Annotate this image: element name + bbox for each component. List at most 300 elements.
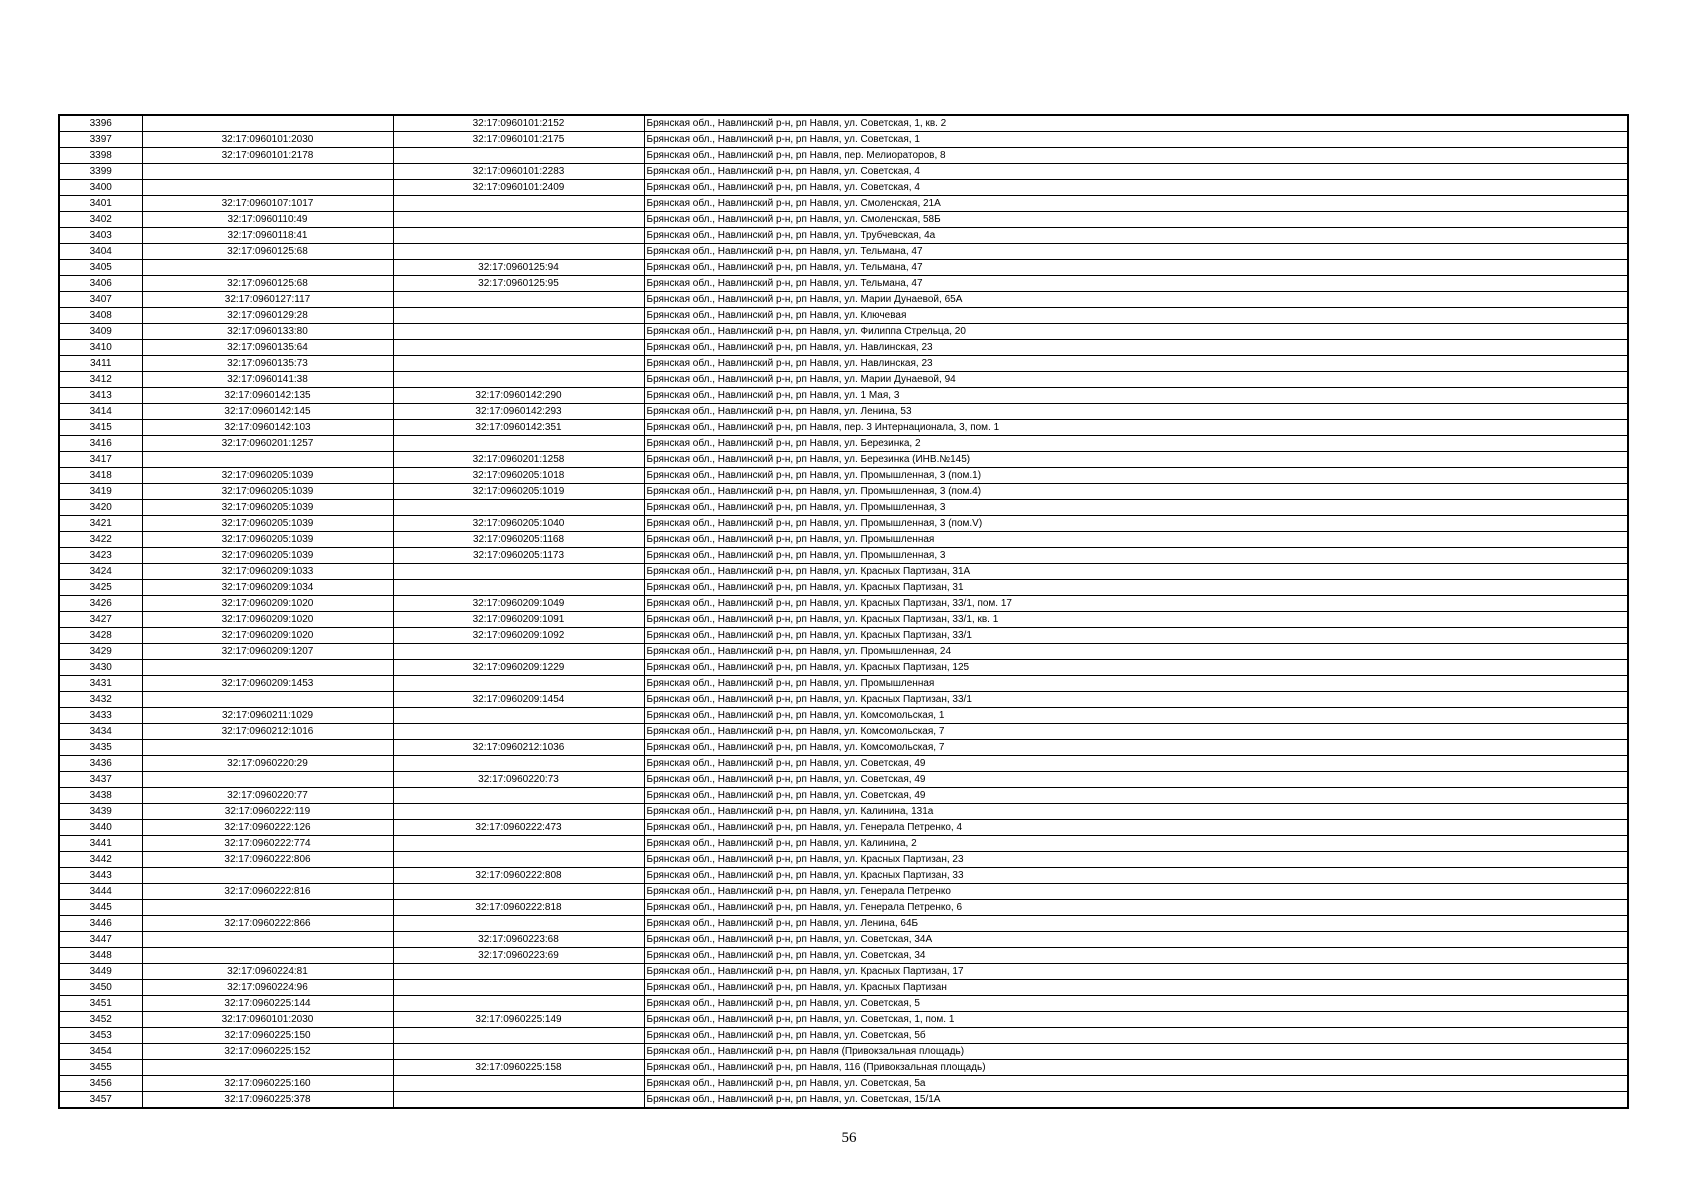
address-cell: Брянская обл., Навлинский р-н, рп Навля, ул. Комсомольская, 1 [644, 708, 1628, 724]
address-cell: Брянская обл., Навлинский р-н, рп Навля, ул. Генерала Петренко [644, 884, 1628, 900]
object-cadastral-number-cell [393, 340, 644, 356]
address-cell: Брянская обл., Навлинский р-н, рп Навля, ул. Марии Дунаевой, 65А [644, 292, 1628, 308]
table-row [59, 692, 1628, 708]
row-number-cell: 3411 [59, 356, 142, 372]
cadastral-number-cell: 32:17:0960222:119 [142, 804, 393, 820]
table-row [59, 148, 1628, 164]
cadastral-number-cell: 32:17:0960201:1257 [142, 436, 393, 452]
address-cell: Брянская обл., Навлинский р-н, рп Навля, ул. Навлинская, 23 [644, 340, 1628, 356]
object-cadastral-number-cell: 32:17:0960142:293 [393, 404, 644, 420]
page-number: 56 [841, 1130, 857, 1146]
cadastral-number-cell: 32:17:0960220:77 [142, 788, 393, 804]
address-cell: Брянская обл., Навлинский р-н, рп Навля, ул. Советская, 1 [644, 132, 1628, 148]
address-cell: Брянская обл., Навлинский р-н, рп Навля, ул. Промышленная, 3 [644, 548, 1628, 564]
table-row [59, 1076, 1628, 1092]
table-row [59, 804, 1628, 820]
table-row [59, 628, 1628, 644]
cadastral-number-cell: 32:17:0960135:64 [142, 340, 393, 356]
object-cadastral-number-cell [393, 1044, 644, 1060]
row-number-cell: 3432 [59, 692, 142, 708]
object-cadastral-number-cell [393, 212, 644, 228]
address-cell: Брянская обл., Навлинский р-н, рп Навля, ул. Советская, 4 [644, 180, 1628, 196]
cadastral-number-cell [142, 1060, 393, 1076]
cadastral-number-cell [142, 180, 393, 196]
table-row [59, 548, 1628, 564]
address-cell: Брянская обл., Навлинский р-н, рп Навля, ул. Красных Партизан, 33/1, кв. 1 [644, 612, 1628, 628]
object-cadastral-number-cell: 32:17:0960209:1091 [393, 612, 644, 628]
cadastral-number-cell: 32:17:0960141:38 [142, 372, 393, 388]
object-cadastral-number-cell: 32:17:0960101:2409 [393, 180, 644, 196]
row-number-cell: 3399 [59, 164, 142, 180]
address-cell: Брянская обл., Навлинский р-н, рп Навля, ул. Советская, 49 [644, 756, 1628, 772]
table-row [59, 788, 1628, 804]
row-number-cell: 3417 [59, 452, 142, 468]
table-row [59, 1092, 1628, 1109]
row-number-cell: 3455 [59, 1060, 142, 1076]
object-cadastral-number-cell [393, 788, 644, 804]
row-number-cell: 3435 [59, 740, 142, 756]
cadastral-number-cell: 32:17:0960209:1453 [142, 676, 393, 692]
address-cell: Брянская обл., Навлинский р-н, рп Навля, ул. Тельмана, 47 [644, 244, 1628, 260]
table-row [59, 964, 1628, 980]
table-row [59, 676, 1628, 692]
address-cell: Брянская обл., Навлинский р-н, рп Навля (Привокзальная площадь) [644, 1044, 1628, 1060]
address-cell: Брянская обл., Навлинский р-н, рп Навля, ул. Смоленская, 58Б [644, 212, 1628, 228]
address-cell: Брянская обл., Навлинский р-н, рп Навля, ул. Комсомольская, 7 [644, 724, 1628, 740]
address-cell: Брянская обл., Навлинский р-н, рп Навля, ул. Тельмана, 47 [644, 276, 1628, 292]
table-row [59, 132, 1628, 148]
address-cell: Брянская обл., Навлинский р-н, рп Навля, ул. Промышленная, 3 (пом.4) [644, 484, 1628, 500]
table-row [59, 340, 1628, 356]
row-number-cell: 3415 [59, 420, 142, 436]
row-number-cell: 3453 [59, 1028, 142, 1044]
cadastral-number-cell: 32:17:0960101:2030 [142, 1012, 393, 1028]
cadastral-number-cell: 32:17:0960209:1034 [142, 580, 393, 596]
address-cell: Брянская обл., Навлинский р-н, рп Навля, ул. Комсомольская, 7 [644, 740, 1628, 756]
object-cadastral-number-cell [393, 836, 644, 852]
cadastral-number-cell: 32:17:0960222:126 [142, 820, 393, 836]
cadastral-number-cell: 32:17:0960135:73 [142, 356, 393, 372]
cadastral-number-cell: 32:17:0960142:103 [142, 420, 393, 436]
table-row [59, 180, 1628, 196]
table-row [59, 420, 1628, 436]
object-cadastral-number-cell [393, 1076, 644, 1092]
table-row [59, 612, 1628, 628]
address-cell: Брянская обл., Навлинский р-н, рп Навля, ул. Калинина, 131а [644, 804, 1628, 820]
object-cadastral-number-cell: 32:17:0960125:95 [393, 276, 644, 292]
table-row [59, 900, 1628, 916]
object-cadastral-number-cell [393, 996, 644, 1012]
row-number-cell: 3448 [59, 948, 142, 964]
object-cadastral-number-cell [393, 724, 644, 740]
row-number-cell: 3408 [59, 308, 142, 324]
object-cadastral-number-cell: 32:17:0960209:1454 [393, 692, 644, 708]
cadastral-number-cell: 32:17:0960225:160 [142, 1076, 393, 1092]
object-cadastral-number-cell: 32:17:0960101:2152 [393, 115, 644, 132]
cadastral-number-cell: 32:17:0960205:1039 [142, 548, 393, 564]
object-cadastral-number-cell [393, 708, 644, 724]
cadastral-number-cell [142, 868, 393, 884]
table-row [59, 468, 1628, 484]
object-cadastral-number-cell [393, 1028, 644, 1044]
row-number-cell: 3422 [59, 532, 142, 548]
object-cadastral-number-cell [393, 436, 644, 452]
row-number-cell: 3429 [59, 644, 142, 660]
table-row [59, 404, 1628, 420]
row-number-cell: 3433 [59, 708, 142, 724]
row-number-cell: 3439 [59, 804, 142, 820]
cadastral-number-cell: 32:17:0960142:135 [142, 388, 393, 404]
address-cell: Брянская обл., Навлинский р-н, рп Навля, ул. Красных Партизан, 23 [644, 852, 1628, 868]
object-cadastral-number-cell: 32:17:0960222:473 [393, 820, 644, 836]
table-row [59, 516, 1628, 532]
row-number-cell: 3447 [59, 932, 142, 948]
cadastral-number-cell [142, 660, 393, 676]
cadastral-number-cell: 32:17:0960225:378 [142, 1092, 393, 1109]
address-cell: Брянская обл., Навлинский р-н, рп Навля, ул. Советская, 34 [644, 948, 1628, 964]
cadastral-number-cell: 32:17:0960225:152 [142, 1044, 393, 1060]
cadastral-number-cell: 32:17:0960129:28 [142, 308, 393, 324]
object-cadastral-number-cell [393, 292, 644, 308]
address-cell: Брянская обл., Навлинский р-н, рп Навля, ул. Березинка (ИНВ.№145) [644, 452, 1628, 468]
row-number-cell: 3451 [59, 996, 142, 1012]
address-cell: Брянская обл., Навлинский р-н, рп Навля, ул. Советская, 5б [644, 1028, 1628, 1044]
address-cell: Брянская обл., Навлинский р-н, рп Навля, ул. Красных Партизан, 33/1 [644, 628, 1628, 644]
object-cadastral-number-cell [393, 244, 644, 260]
cadastral-number-cell: 32:17:0960225:144 [142, 996, 393, 1012]
table-row [59, 436, 1628, 452]
row-number-cell: 3443 [59, 868, 142, 884]
table-row [59, 164, 1628, 180]
address-cell: Брянская обл., Навлинский р-н, рп Навля, ул. Красных Партизан [644, 980, 1628, 996]
object-cadastral-number-cell [393, 228, 644, 244]
address-cell: Брянская обл., Навлинский р-н, рп Навля, ул. Промышленная, 3 (пом.1) [644, 468, 1628, 484]
table-row [59, 756, 1628, 772]
cadastral-number-cell: 32:17:0960209:1020 [142, 628, 393, 644]
object-cadastral-number-cell [393, 676, 644, 692]
cadastral-number-cell: 32:17:0960205:1039 [142, 468, 393, 484]
address-cell: Брянская обл., Навлинский р-н, рп Навля, пер. Мелиораторов, 8 [644, 148, 1628, 164]
address-cell: Брянская обл., Навлинский р-н, рп Навля, ул. Красных Партизан, 125 [644, 660, 1628, 676]
row-number-cell: 3421 [59, 516, 142, 532]
address-cell: Брянская обл., Навлинский р-н, рп Навля, ул. Березинка, 2 [644, 436, 1628, 452]
address-cell: Брянская обл., Навлинский р-н, рп Навля, ул. Красных Партизан, 33 [644, 868, 1628, 884]
object-cadastral-number-cell: 32:17:0960225:158 [393, 1060, 644, 1076]
row-number-cell: 3450 [59, 980, 142, 996]
row-number-cell: 3406 [59, 276, 142, 292]
row-number-cell: 3419 [59, 484, 142, 500]
row-number-cell: 3398 [59, 148, 142, 164]
row-number-cell: 3414 [59, 404, 142, 420]
property-table-body [59, 115, 1628, 1108]
table-row [59, 452, 1628, 468]
object-cadastral-number-cell: 32:17:0960142:351 [393, 420, 644, 436]
row-number-cell: 3420 [59, 500, 142, 516]
cadastral-number-cell: 32:17:0960205:1039 [142, 500, 393, 516]
row-number-cell: 3457 [59, 1092, 142, 1109]
row-number-cell: 3454 [59, 1044, 142, 1060]
address-cell: Брянская обл., Навлинский р-н, рп Навля, ул. Советская, 1, кв. 2 [644, 115, 1628, 132]
row-number-cell: 3404 [59, 244, 142, 260]
cadastral-number-cell: 32:17:0960142:145 [142, 404, 393, 420]
table-row [59, 1060, 1628, 1076]
object-cadastral-number-cell [393, 196, 644, 212]
address-cell: Брянская обл., Навлинский р-н, рп Навля, ул. Калинина, 2 [644, 836, 1628, 852]
object-cadastral-number-cell: 32:17:0960101:2175 [393, 132, 644, 148]
row-number-cell: 3446 [59, 916, 142, 932]
cadastral-number-cell: 32:17:0960212:1016 [142, 724, 393, 740]
object-cadastral-number-cell [393, 308, 644, 324]
row-number-cell: 3402 [59, 212, 142, 228]
row-number-cell: 3400 [59, 180, 142, 196]
table-row [59, 292, 1628, 308]
property-table [58, 114, 1629, 1109]
row-number-cell: 3410 [59, 340, 142, 356]
object-cadastral-number-cell [393, 564, 644, 580]
cadastral-number-cell: 32:17:0960222:806 [142, 852, 393, 868]
cadastral-number-cell: 32:17:0960205:1039 [142, 484, 393, 500]
address-cell: Брянская обл., Навлинский р-н, рп Навля, ул. Трубчевская, 4а [644, 228, 1628, 244]
cadastral-number-cell [142, 260, 393, 276]
row-number-cell: 3396 [59, 115, 142, 132]
object-cadastral-number-cell: 32:17:0960142:290 [393, 388, 644, 404]
object-cadastral-number-cell: 32:17:0960125:94 [393, 260, 644, 276]
cadastral-number-cell: 32:17:0960133:80 [142, 324, 393, 340]
cadastral-number-cell: 32:17:0960125:68 [142, 276, 393, 292]
cadastral-number-cell: 32:17:0960222:866 [142, 916, 393, 932]
row-number-cell: 3445 [59, 900, 142, 916]
table-row [59, 308, 1628, 324]
cadastral-number-cell: 32:17:0960107:1017 [142, 196, 393, 212]
table-row [59, 660, 1628, 676]
row-number-cell: 3436 [59, 756, 142, 772]
table-row [59, 484, 1628, 500]
row-number-cell: 3425 [59, 580, 142, 596]
object-cadastral-number-cell: 32:17:0960205:1168 [393, 532, 644, 548]
object-cadastral-number-cell: 32:17:0960205:1040 [393, 516, 644, 532]
address-cell: Брянская обл., Навлинский р-н, рп Навля, ул. Промышленная [644, 532, 1628, 548]
address-cell: Брянская обл., Навлинский р-н, рп Навля, ул. Ключевая [644, 308, 1628, 324]
row-number-cell: 3444 [59, 884, 142, 900]
table-row [59, 532, 1628, 548]
table-row [59, 372, 1628, 388]
object-cadastral-number-cell [393, 500, 644, 516]
row-number-cell: 3416 [59, 436, 142, 452]
address-cell: Брянская обл., Навлинский р-н, рп Навля, ул. Ленина, 53 [644, 404, 1628, 420]
cadastral-number-cell: 32:17:0960225:150 [142, 1028, 393, 1044]
row-number-cell: 3449 [59, 964, 142, 980]
address-cell: Брянская обл., Навлинский р-н, рп Навля, ул. Промышленная [644, 676, 1628, 692]
table-row [59, 244, 1628, 260]
cadastral-number-cell [142, 900, 393, 916]
table-row [59, 980, 1628, 996]
row-number-cell: 3427 [59, 612, 142, 628]
object-cadastral-number-cell [393, 804, 644, 820]
object-cadastral-number-cell: 32:17:0960223:69 [393, 948, 644, 964]
row-number-cell: 3405 [59, 260, 142, 276]
cadastral-number-cell: 32:17:0960211:1029 [142, 708, 393, 724]
table-row [59, 356, 1628, 372]
cadastral-number-cell: 32:17:0960224:96 [142, 980, 393, 996]
table-row [59, 276, 1628, 292]
object-cadastral-number-cell: 32:17:0960201:1258 [393, 452, 644, 468]
table-row [59, 228, 1628, 244]
object-cadastral-number-cell: 32:17:0960209:1092 [393, 628, 644, 644]
cadastral-number-cell [142, 115, 393, 132]
table-row [59, 644, 1628, 660]
object-cadastral-number-cell: 32:17:0960209:1229 [393, 660, 644, 676]
address-cell: Брянская обл., Навлинский р-н, рп Навля, пер. 3 Интернационала, 3, пом. 1 [644, 420, 1628, 436]
cadastral-number-cell: 32:17:0960209:1033 [142, 564, 393, 580]
address-cell: Брянская обл., Навлинский р-н, рп Навля, ул. Красных Партизан, 33/1, пом. 17 [644, 596, 1628, 612]
object-cadastral-number-cell [393, 580, 644, 596]
table-row [59, 868, 1628, 884]
row-number-cell: 3428 [59, 628, 142, 644]
table-row [59, 836, 1628, 852]
cadastral-number-cell: 32:17:0960209:1207 [142, 644, 393, 660]
address-cell: Брянская обл., Навлинский р-н, рп Навля, ул. Промышленная, 3 [644, 500, 1628, 516]
cadastral-number-cell: 32:17:0960101:2030 [142, 132, 393, 148]
row-number-cell: 3407 [59, 292, 142, 308]
object-cadastral-number-cell [393, 964, 644, 980]
table-row [59, 932, 1628, 948]
row-number-cell: 3430 [59, 660, 142, 676]
address-cell: Брянская обл., Навлинский р-н, рп Навля, ул. Советская, 4 [644, 164, 1628, 180]
table-row [59, 388, 1628, 404]
object-cadastral-number-cell: 32:17:0960222:818 [393, 900, 644, 916]
table-row [59, 212, 1628, 228]
object-cadastral-number-cell [393, 980, 644, 996]
address-cell: Брянская обл., Навлинский р-н, рп Навля, ул. Советская, 34А [644, 932, 1628, 948]
address-cell: Брянская обл., Навлинский р-н, рп Навля, ул. Навлинская, 23 [644, 356, 1628, 372]
table-row [59, 724, 1628, 740]
cadastral-number-cell [142, 948, 393, 964]
address-cell: Брянская обл., Навлинский р-н, рп Навля, ул. Красных Партизан, 31 [644, 580, 1628, 596]
cadastral-number-cell [142, 932, 393, 948]
object-cadastral-number-cell [393, 148, 644, 164]
cadastral-number-cell [142, 692, 393, 708]
object-cadastral-number-cell [393, 852, 644, 868]
object-cadastral-number-cell [393, 884, 644, 900]
object-cadastral-number-cell [393, 324, 644, 340]
table-row [59, 740, 1628, 756]
table-row [59, 916, 1628, 932]
cadastral-number-cell: 32:17:0960118:41 [142, 228, 393, 244]
table-row [59, 500, 1628, 516]
row-number-cell: 3456 [59, 1076, 142, 1092]
address-cell: Брянская обл., Навлинский р-н, рп Навля, ул. Филиппа Стрельца, 20 [644, 324, 1628, 340]
address-cell: Брянская обл., Навлинский р-н, рп Навля, ул. Промышленная, 3 (пом.V) [644, 516, 1628, 532]
row-number-cell: 3442 [59, 852, 142, 868]
object-cadastral-number-cell [393, 644, 644, 660]
table-row [59, 1028, 1628, 1044]
address-cell: Брянская обл., Навлинский р-н, рп Навля, ул. Генерала Петренко, 6 [644, 900, 1628, 916]
table-row [59, 260, 1628, 276]
object-cadastral-number-cell: 32:17:0960220:73 [393, 772, 644, 788]
cadastral-number-cell: 32:17:0960205:1039 [142, 516, 393, 532]
row-number-cell: 3412 [59, 372, 142, 388]
cadastral-number-cell: 32:17:0960127:117 [142, 292, 393, 308]
table-row [59, 708, 1628, 724]
cadastral-number-cell: 32:17:0960209:1020 [142, 596, 393, 612]
cadastral-number-cell: 32:17:0960101:2178 [142, 148, 393, 164]
cadastral-number-cell: 32:17:0960222:816 [142, 884, 393, 900]
row-number-cell: 3413 [59, 388, 142, 404]
address-cell: Брянская обл., Навлинский р-н, рп Навля, 116 (Привокзальная площадь) [644, 1060, 1628, 1076]
table-row [59, 196, 1628, 212]
row-number-cell: 3409 [59, 324, 142, 340]
table-row [59, 324, 1628, 340]
address-cell: Брянская обл., Навлинский р-н, рп Навля, ул. Советская, 15/1А [644, 1092, 1628, 1109]
object-cadastral-number-cell: 32:17:0960223:68 [393, 932, 644, 948]
cadastral-number-cell: 32:17:0960220:29 [142, 756, 393, 772]
object-cadastral-number-cell [393, 372, 644, 388]
table-row [59, 996, 1628, 1012]
row-number-cell: 3452 [59, 1012, 142, 1028]
row-number-cell: 3441 [59, 836, 142, 852]
table-row [59, 884, 1628, 900]
row-number-cell: 3403 [59, 228, 142, 244]
cadastral-number-cell: 32:17:0960110:49 [142, 212, 393, 228]
cadastral-number-cell [142, 164, 393, 180]
address-cell: Брянская обл., Навлинский р-н, рп Навля, ул. Советская, 1, пом. 1 [644, 1012, 1628, 1028]
cadastral-number-cell: 32:17:0960205:1039 [142, 532, 393, 548]
object-cadastral-number-cell: 32:17:0960101:2283 [393, 164, 644, 180]
row-number-cell: 3437 [59, 772, 142, 788]
table-row [59, 115, 1628, 132]
table-row [59, 852, 1628, 868]
table-row [59, 1012, 1628, 1028]
address-cell: Брянская обл., Навлинский р-н, рп Навля, ул. Красных Партизан, 33/1 [644, 692, 1628, 708]
address-cell: Брянская обл., Навлинский р-н, рп Навля, ул. Красных Партизан, 31А [644, 564, 1628, 580]
table-row [59, 580, 1628, 596]
object-cadastral-number-cell: 32:17:0960209:1049 [393, 596, 644, 612]
object-cadastral-number-cell: 32:17:0960222:808 [393, 868, 644, 884]
row-number-cell: 3431 [59, 676, 142, 692]
object-cadastral-number-cell [393, 916, 644, 932]
cadastral-number-cell: 32:17:0960222:774 [142, 836, 393, 852]
object-cadastral-number-cell: 32:17:0960205:1019 [393, 484, 644, 500]
address-cell: Брянская обл., Навлинский р-н, рп Навля, ул. Промышленная, 24 [644, 644, 1628, 660]
object-cadastral-number-cell [393, 756, 644, 772]
table-row [59, 596, 1628, 612]
table-row [59, 948, 1628, 964]
address-cell: Брянская обл., Навлинский р-н, рп Навля, ул. Генерала Петренко, 4 [644, 820, 1628, 836]
row-number-cell: 3440 [59, 820, 142, 836]
cadastral-number-cell [142, 452, 393, 468]
row-number-cell: 3401 [59, 196, 142, 212]
address-cell: Брянская обл., Навлинский р-н, рп Навля, ул. Советская, 5 [644, 996, 1628, 1012]
row-number-cell: 3423 [59, 548, 142, 564]
object-cadastral-number-cell: 32:17:0960205:1018 [393, 468, 644, 484]
address-cell: Брянская обл., Навлинский р-н, рп Навля, ул. Советская, 5а [644, 1076, 1628, 1092]
table-row [59, 1044, 1628, 1060]
row-number-cell: 3397 [59, 132, 142, 148]
address-cell: Брянская обл., Навлинский р-н, рп Навля, ул. Ленина, 64Б [644, 916, 1628, 932]
address-cell: Брянская обл., Навлинский р-н, рп Навля, ул. Красных Партизан, 17 [644, 964, 1628, 980]
row-number-cell: 3438 [59, 788, 142, 804]
cadastral-number-cell: 32:17:0960125:68 [142, 244, 393, 260]
cadastral-number-cell: 32:17:0960224:81 [142, 964, 393, 980]
row-number-cell: 3426 [59, 596, 142, 612]
object-cadastral-number-cell: 32:17:0960205:1173 [393, 548, 644, 564]
table-row [59, 772, 1628, 788]
table-row [59, 564, 1628, 580]
address-cell: Брянская обл., Навлинский р-н, рп Навля, ул. Марии Дунаевой, 94 [644, 372, 1628, 388]
row-number-cell: 3434 [59, 724, 142, 740]
row-number-cell: 3424 [59, 564, 142, 580]
object-cadastral-number-cell [393, 1092, 644, 1109]
